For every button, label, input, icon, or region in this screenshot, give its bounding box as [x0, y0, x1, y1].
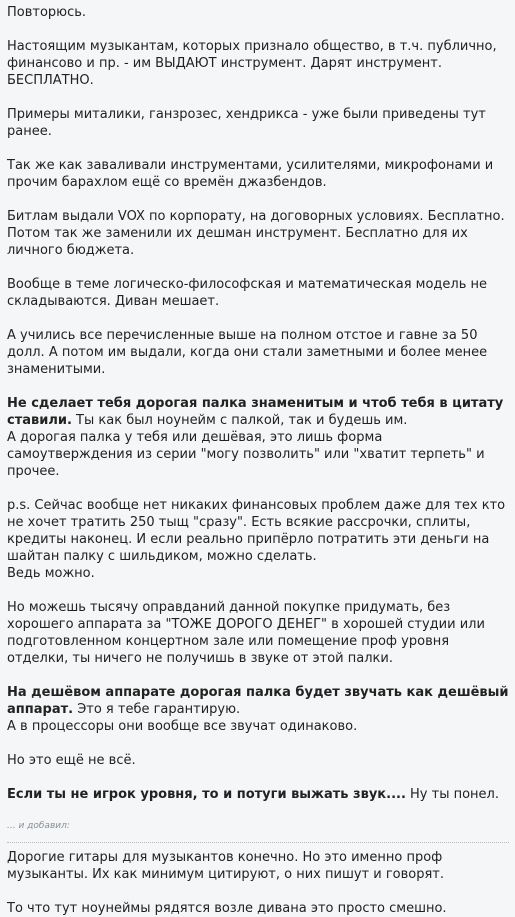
paragraph-13-rest: Ну ты понел. [405, 787, 499, 802]
paragraph-4: Так же как заваливали инструментами, усилителями, микрофонами и прочим барахлом ещё со времён джазбендов. [7, 158, 494, 190]
paragraph-8-rest: Ты как был ноунейм с палкой, так и будешь им. [71, 413, 408, 428]
paragraph-8-line-2: А дорогая палка у тебя или дешёвая, это лишь форма самоутверждения из серии "могу позволить" или "хватит терпеть" и прочее. [7, 430, 485, 479]
paragraph-15: То что тут ноунеймы рядятся возле дивана это просто смешно. [7, 901, 447, 916]
paragraph-11-rest: Это я тебе гарантирую. [73, 702, 241, 717]
paragraph-11-line-2: А в процессоры они вообще все звучат одинаково. [7, 719, 358, 734]
paragraph-5: Битлам выдали VOX по корпорату, на договорных условиях. Бесплатно. Потом так же заменили их дешман инструмент. Бесплатно для их личного бюджета. [7, 209, 505, 258]
paragraph-11-bold: На дешёвом аппарате дорогая палка будет звучать как дешёвый аппарат. [7, 685, 509, 717]
paragraph-6: Вообще в теме логическо-философская и математическая модель не складываются. Диван мешает. [7, 277, 488, 309]
paragraph-10: Но можешь тысячу оправданий данной покупке придумать, без хорошего аппарата за "ТОЖЕ ДОРОГО ДЕНЕГ" в хорошей студии или подготовленном концертном зале или помещение проф уровня отделки, ты ничего не получишь в звуке от этой палки. [7, 600, 485, 666]
paragraph-12: Но это ещё не всё. [7, 753, 136, 768]
paragraph-2: Настоящим музыкантам, которых признало общество, в т.ч. публично, финансово и пр. - им ВЫДАЮТ инструмент. Дарят инструмент. БЕСПЛАТНО. [7, 39, 497, 88]
paragraph-9 [7, 497, 509, 582]
paragraph-8 [7, 395, 509, 480]
paragraph-13 [7, 786, 509, 803]
edit-separator [7, 842, 509, 843]
paragraph-13-bold: Если ты не игрок уровня, то и потуги выжать звук.... [7, 787, 406, 802]
paragraph-3: Примеры миталики, ганзрозес, хендрикса - уже были приведены тут ранее. [7, 107, 486, 139]
paragraph-14: Дорогие гитары для музыкантов конечно. Но это именно проф музыканты. Их как минимум цитируют, о них пишут и говорят. [7, 850, 444, 882]
paragraph-9-line-2: Ведь можно. [7, 566, 95, 581]
paragraph-1: Повторюсь. [7, 5, 87, 20]
paragraph-7: А учились все перечисленные выше на полном отстое и гавне за 50 долл. А потом им выдали, когда они стали заметными и более менее знаменитыми. [7, 328, 488, 377]
paragraph-9-text: p.s. Сейчас вообще нет никаких финансовых проблем даже для тех кто не хочет тратить 250 тыщ "сразу". Есть всякие рассрочки, сплиты, кредиты наконец. И если реально припёрло потратить эти деньги на шайтан палку с шильдиком, можно сделать. [7, 498, 506, 564]
edited-label: ... и добавил: [7, 821, 70, 831]
paragraph-11 [7, 684, 509, 735]
paragraph-8-bold: Не сделает тебя дорогая палка знаменитым и чтоб тебя в цитату ставили. [7, 396, 504, 428]
